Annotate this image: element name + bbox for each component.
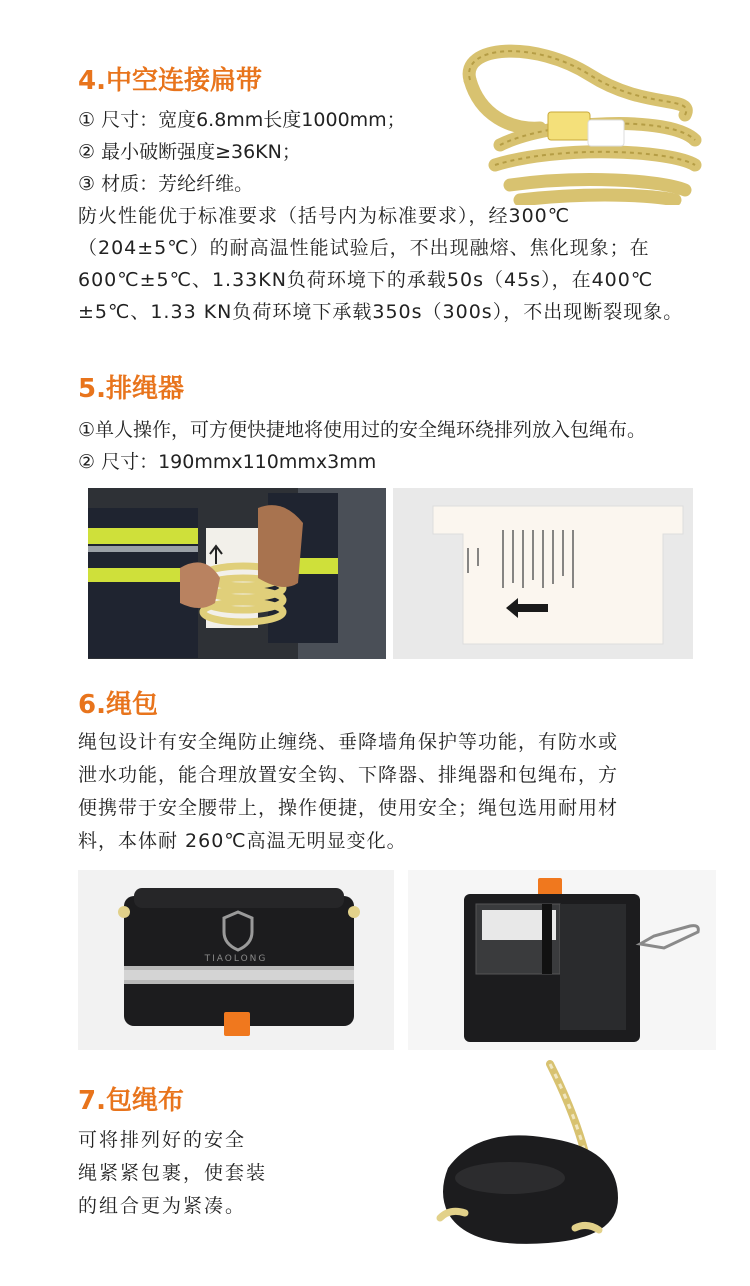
desc-line: 绳紧紧包裹，使套装: [78, 1162, 268, 1184]
rope-wrap-cloth-photo: [400, 1058, 630, 1268]
spec-operation: ①单人操作，可方便快捷地将使用过的安全绳环绕排列放入包绳布。: [78, 419, 647, 441]
spec-size: ① 尺寸：宽度6.8mm长度1000mm；: [78, 109, 406, 131]
desc-line: 泄水功能，能合理放置安全钩、下降器、排绳器和包绳布，方: [78, 764, 619, 786]
desc-line: 的组合更为紧凑。: [78, 1195, 247, 1217]
section-7-heading: 7.包绳布: [78, 1086, 184, 1116]
section-6-heading: 6.绳包: [78, 690, 158, 720]
section-4-spec-list: [78, 104, 406, 200]
rope-organizer-in-use-photo: [88, 488, 386, 659]
section-5-spec-list: [78, 414, 646, 478]
bag-brand-text: TIAOLONG: [204, 954, 268, 964]
desc-line: ±5℃、1.33 KN负荷环境下承载350s（300s），不出现断裂现象。: [78, 301, 684, 323]
desc-line: （204±5℃）的耐高温性能试验后，不出现融熔、焦化现象；在: [78, 237, 650, 259]
spec-dimensions: ② 尺寸：190mmx110mmx3mm: [78, 451, 377, 473]
section-5-heading: 5.排绳器: [78, 374, 184, 404]
section-6-description: [78, 726, 728, 858]
spec-material: ③ 材质：芳纶纤维。: [78, 173, 254, 195]
section-4-heading: 4.中空连接扁带: [78, 66, 262, 96]
section-7-description: [78, 1124, 318, 1223]
sling-photo: [440, 20, 710, 205]
desc-line: 防火性能优于标准要求（括号内为标准要求），经300℃: [78, 205, 571, 227]
desc-line: 可将排列好的安全: [78, 1129, 247, 1151]
desc-line: 料，本体耐 260℃高温无明显变化。: [78, 830, 407, 852]
spec-strength: ② 最小破断强度≥36KN；: [78, 141, 301, 163]
rope-bag-open-photo: [408, 870, 716, 1050]
rope-organizer-board-photo: [393, 488, 693, 659]
desc-line: 600℃±5℃、1.33KN负荷环境下的承载50s（45s），在400℃: [78, 269, 654, 291]
desc-line: 绳包设计有安全绳防止缠绕、垂降墙角保护等功能，有防水或: [78, 731, 619, 753]
desc-line: 便携带于安全腰带上，操作便捷，使用安全；绳包选用耐用材: [78, 797, 619, 819]
section-4-description: [78, 200, 728, 328]
